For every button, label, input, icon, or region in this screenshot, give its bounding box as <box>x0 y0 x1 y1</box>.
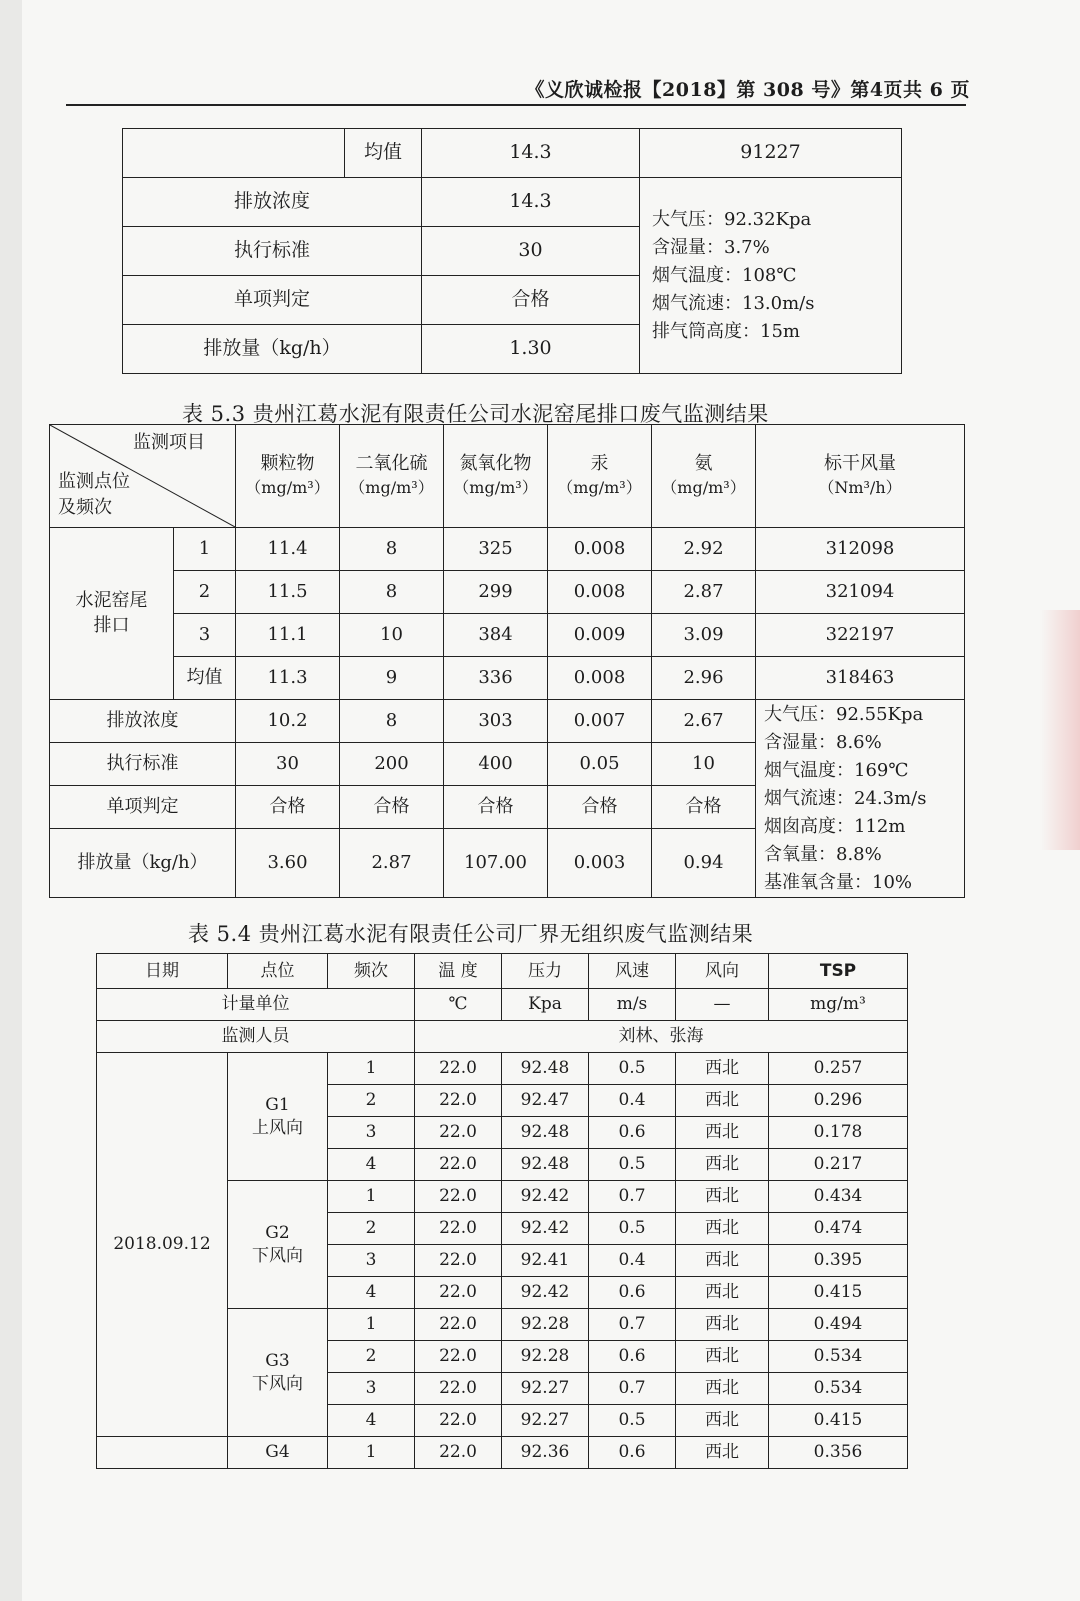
condition-line: 基准氧含量：10% <box>764 871 913 893</box>
data-cell: 1 <box>328 1181 415 1213</box>
data-cell: 92.42 <box>502 1213 589 1245</box>
summary-cell: 0.94 <box>652 829 756 898</box>
data-cell: 西北 <box>676 1277 769 1309</box>
data-cell: 0.434 <box>769 1181 908 1213</box>
data-cell: 0.6 <box>589 1437 676 1469</box>
data-cell: 1 <box>328 1309 415 1341</box>
unit-label: 计量单位 <box>97 989 415 1021</box>
report-header: 《义欣诚检报【2018】第 308 号》第4页共 6 页 <box>525 79 970 101</box>
data-cell: 0.5 <box>589 1053 676 1085</box>
summary-cell: 200 <box>340 743 444 786</box>
point-cell <box>228 1309 328 1437</box>
data-cell: 92.42 <box>502 1277 589 1309</box>
summary-label: 排放浓度 <box>50 700 236 743</box>
freq-cell: 2 <box>174 571 236 614</box>
data-cell: 西北 <box>676 1053 769 1085</box>
summary-label: 执行标准 <box>50 743 236 786</box>
summary-cell: 2.87 <box>340 829 444 898</box>
row-label: 执行标准 <box>123 227 422 276</box>
data-cell: 325 <box>444 528 548 571</box>
data-cell: 11.1 <box>236 614 340 657</box>
mean-flow: 91227 <box>640 129 902 178</box>
data-cell: 299 <box>444 571 548 614</box>
data-cell: 22.0 <box>415 1437 502 1469</box>
summary-label: 单项判定 <box>50 786 236 829</box>
freq-cell: 3 <box>174 614 236 657</box>
data-cell: 3 <box>328 1117 415 1149</box>
point-name: G2 <box>265 1222 290 1243</box>
date-cell-continued <box>97 1437 228 1469</box>
summary-cell: 0.007 <box>548 700 652 743</box>
fugitive-emission-table <box>96 953 908 1469</box>
data-cell: 92.47 <box>502 1085 589 1117</box>
data-cell: 0.009 <box>548 614 652 657</box>
data-cell: 0.415 <box>769 1277 908 1309</box>
data-cell: 2.96 <box>652 657 756 700</box>
data-cell: 92.42 <box>502 1181 589 1213</box>
column-unit: （mg/m³） <box>557 478 642 497</box>
summary-cell: 8 <box>340 700 444 743</box>
site-cell <box>50 528 174 700</box>
column-unit: （mg/m³） <box>453 478 538 497</box>
data-cell: 西北 <box>676 1309 769 1341</box>
point-name: G1 <box>265 1094 290 1115</box>
table-5-4-caption: 表 5.4 贵州江葛水泥有限责任公司厂界无组织废气监测结果 <box>188 922 754 946</box>
column-header: 日期 <box>97 954 228 989</box>
conditions-cell <box>640 178 902 374</box>
point-direction: 上风向 <box>252 1117 303 1138</box>
data-cell: 西北 <box>676 1181 769 1213</box>
data-cell: 4 <box>328 1277 415 1309</box>
data-cell: 西北 <box>676 1213 769 1245</box>
data-cell: 0.6 <box>589 1117 676 1149</box>
column-name: 颗粒物 <box>260 452 315 474</box>
data-cell: 384 <box>444 614 548 657</box>
diag-bottom-label <box>58 469 130 521</box>
data-cell: 22.0 <box>415 1341 502 1373</box>
emission-table-continued <box>122 128 902 374</box>
summary-cell: 合格 <box>236 786 340 829</box>
data-cell: 92.36 <box>502 1437 589 1469</box>
data-cell: 8 <box>340 571 444 614</box>
summary-cell: 0.003 <box>548 829 652 898</box>
data-cell: 西北 <box>676 1405 769 1437</box>
row-value: 合格 <box>422 276 640 325</box>
data-cell: 0.008 <box>548 571 652 614</box>
data-cell: 0.474 <box>769 1213 908 1245</box>
data-cell: 0.6 <box>589 1277 676 1309</box>
column-header: TSP <box>769 954 908 989</box>
row-value: 30 <box>422 227 640 276</box>
column-header <box>444 425 548 528</box>
data-cell: 22.0 <box>415 1245 502 1277</box>
condition-line: 排气筒高度：15m <box>652 320 800 342</box>
point-direction: 下风向 <box>252 1245 303 1266</box>
summary-cell: 400 <box>444 743 548 786</box>
summary-cell: 合格 <box>548 786 652 829</box>
diag-top-label: 监测项目 <box>133 432 205 453</box>
column-header <box>340 425 444 528</box>
column-unit: （mg/m³） <box>661 478 746 497</box>
data-cell: 8 <box>340 528 444 571</box>
data-cell: 0.4 <box>589 1245 676 1277</box>
unit-cell: — <box>676 989 769 1021</box>
site-name: 水泥窑尾 <box>75 590 148 612</box>
data-cell: 92.28 <box>502 1341 589 1373</box>
data-cell: 0.534 <box>769 1373 908 1405</box>
data-cell: 0.008 <box>548 528 652 571</box>
data-cell: 西北 <box>676 1437 769 1469</box>
data-cell: 22.0 <box>415 1277 502 1309</box>
data-cell: 0.7 <box>589 1309 676 1341</box>
data-cell: 4 <box>328 1149 415 1181</box>
row-label: 单项判定 <box>123 276 422 325</box>
data-cell: 西北 <box>676 1149 769 1181</box>
point-direction: 下风向 <box>252 1373 303 1394</box>
data-cell: 92.48 <box>502 1053 589 1085</box>
data-cell: 11.4 <box>236 528 340 571</box>
data-cell: 22.0 <box>415 1309 502 1341</box>
column-header: 风速 <box>589 954 676 989</box>
data-cell: 22.0 <box>415 1053 502 1085</box>
data-cell: 22.0 <box>415 1181 502 1213</box>
data-cell: 0.5 <box>589 1213 676 1245</box>
data-cell: 22.0 <box>415 1213 502 1245</box>
data-cell: 0.4 <box>589 1085 676 1117</box>
summary-cell: 合格 <box>444 786 548 829</box>
diag-bottom-line: 监测点位 <box>58 471 130 492</box>
data-cell: 1 <box>328 1437 415 1469</box>
data-cell: 0.5 <box>589 1405 676 1437</box>
data-cell: 92.27 <box>502 1405 589 1437</box>
data-cell: 22.0 <box>415 1149 502 1181</box>
data-cell: 92.48 <box>502 1117 589 1149</box>
data-cell: 2.87 <box>652 571 756 614</box>
data-cell: 11.3 <box>236 657 340 700</box>
data-cell: 西北 <box>676 1085 769 1117</box>
point-cell <box>228 1053 328 1181</box>
data-cell: 0.6 <box>589 1341 676 1373</box>
red-seal-stamp <box>1040 610 1080 850</box>
summary-label: 排放量（kg/h） <box>50 829 236 898</box>
row-value: 14.3 <box>422 178 640 227</box>
point-name: G3 <box>265 1350 290 1371</box>
condition-line: 含湿量：3.7% <box>652 236 770 258</box>
column-name: 二氧化硫 <box>355 452 428 474</box>
column-header <box>548 425 652 528</box>
data-cell: 2.92 <box>652 528 756 571</box>
column-header: 频次 <box>328 954 415 989</box>
column-name: 汞 <box>590 452 609 474</box>
point-name: G4 <box>265 1442 290 1463</box>
condition-line: 烟气流速：13.0m/s <box>652 292 815 314</box>
data-cell: 9 <box>340 657 444 700</box>
row-value: 1.30 <box>422 325 640 374</box>
data-cell: 0.178 <box>769 1117 908 1149</box>
data-cell: 92.41 <box>502 1245 589 1277</box>
summary-cell: 合格 <box>340 786 444 829</box>
summary-cell: 3.60 <box>236 829 340 898</box>
data-cell: 22.0 <box>415 1405 502 1437</box>
data-cell: 22.0 <box>415 1373 502 1405</box>
data-cell: 0.217 <box>769 1149 908 1181</box>
date-cell: 2018.09.12 <box>97 1053 228 1437</box>
column-name: 氨 <box>694 452 713 474</box>
summary-cell: 107.00 <box>444 829 548 898</box>
column-header <box>236 425 340 528</box>
condition-line: 烟气温度：108℃ <box>652 264 797 286</box>
row-label: 排放量（kg/h） <box>123 325 422 374</box>
mean-concentration: 14.3 <box>422 129 640 178</box>
column-header: 点位 <box>228 954 328 989</box>
diagonal-header-cell <box>50 425 236 528</box>
unit-cell: Kpa <box>502 989 589 1021</box>
unit-cell: m/s <box>589 989 676 1021</box>
data-cell: 321094 <box>756 571 965 614</box>
column-unit: （mg/m³） <box>349 478 434 497</box>
data-cell: 0.494 <box>769 1309 908 1341</box>
condition-line: 含湿量：8.6% <box>764 731 882 753</box>
mean-label: 均值 <box>345 129 422 178</box>
column-name: 氮氧化物 <box>459 452 532 474</box>
point-cell <box>228 1181 328 1309</box>
staff-names: 刘林、张海 <box>415 1021 908 1053</box>
condition-line: 烟气温度：169℃ <box>764 759 909 781</box>
table-5-3-caption: 表 5.3 贵州江葛水泥有限责任公司水泥窑尾排口废气监测结果 <box>182 402 769 426</box>
column-unit: （Nm³/h） <box>818 478 902 497</box>
unit-cell: ℃ <box>415 989 502 1021</box>
data-cell: 0.257 <box>769 1053 908 1085</box>
summary-cell: 合格 <box>652 786 756 829</box>
data-cell: 西北 <box>676 1373 769 1405</box>
data-cell: 0.395 <box>769 1245 908 1277</box>
column-header: 风向 <box>676 954 769 989</box>
column-header: 压力 <box>502 954 589 989</box>
data-cell: 西北 <box>676 1341 769 1373</box>
data-cell: 3 <box>328 1245 415 1277</box>
summary-cell: 2.67 <box>652 700 756 743</box>
data-cell: 92.28 <box>502 1309 589 1341</box>
data-cell: 92.27 <box>502 1373 589 1405</box>
data-cell: 2 <box>328 1085 415 1117</box>
data-cell: 318463 <box>756 657 965 700</box>
condition-line: 含氧量：8.8% <box>764 843 882 865</box>
column-header <box>652 425 756 528</box>
condition-line: 大气压：92.55Kpa <box>764 703 924 725</box>
condition-line: 烟气流速：24.3m/s <box>764 787 927 809</box>
kiln-exhaust-table <box>49 424 965 898</box>
data-cell: 336 <box>444 657 548 700</box>
data-cell: 0.7 <box>589 1373 676 1405</box>
data-cell: 0.534 <box>769 1341 908 1373</box>
summary-cell: 303 <box>444 700 548 743</box>
data-cell: 3 <box>328 1373 415 1405</box>
data-cell: 0.7 <box>589 1181 676 1213</box>
conditions-cell <box>756 700 965 898</box>
summary-cell: 0.05 <box>548 743 652 786</box>
header-divider <box>66 104 966 106</box>
data-cell: 0.356 <box>769 1437 908 1469</box>
summary-cell: 30 <box>236 743 340 786</box>
row-label: 排放浓度 <box>123 178 422 227</box>
staff-label: 监测人员 <box>97 1021 415 1053</box>
diag-bottom-line: 及频次 <box>58 497 112 518</box>
data-cell: 西北 <box>676 1245 769 1277</box>
summary-cell: 10 <box>652 743 756 786</box>
condition-line: 大气压：92.32Kpa <box>652 208 812 230</box>
freq-cell: 均值 <box>174 657 236 700</box>
data-cell: 0.5 <box>589 1149 676 1181</box>
data-cell: 3.09 <box>652 614 756 657</box>
data-cell: 西北 <box>676 1117 769 1149</box>
data-cell: 22.0 <box>415 1117 502 1149</box>
point-cell <box>228 1437 328 1469</box>
column-name: 标干风量 <box>824 452 896 474</box>
data-cell: 22.0 <box>415 1085 502 1117</box>
data-cell: 0.296 <box>769 1085 908 1117</box>
data-cell: 4 <box>328 1405 415 1437</box>
column-header <box>756 425 965 528</box>
data-cell: 2 <box>328 1213 415 1245</box>
document-page <box>22 0 1080 1601</box>
data-cell: 92.48 <box>502 1149 589 1181</box>
freq-cell: 1 <box>174 528 236 571</box>
data-cell: 2 <box>328 1341 415 1373</box>
condition-line: 烟囱高度：112m <box>764 815 906 837</box>
data-cell: 322197 <box>756 614 965 657</box>
summary-cell: 10.2 <box>236 700 340 743</box>
column-unit: （mg/m³） <box>245 478 330 497</box>
data-cell: 11.5 <box>236 571 340 614</box>
data-cell: 0.008 <box>548 657 652 700</box>
blank-cell <box>123 129 345 178</box>
data-cell: 0.415 <box>769 1405 908 1437</box>
column-header: 温 度 <box>415 954 502 989</box>
data-cell: 312098 <box>756 528 965 571</box>
unit-cell: mg/m³ <box>769 989 908 1021</box>
data-cell: 1 <box>328 1053 415 1085</box>
data-cell: 10 <box>340 614 444 657</box>
site-name: 排口 <box>93 614 130 636</box>
